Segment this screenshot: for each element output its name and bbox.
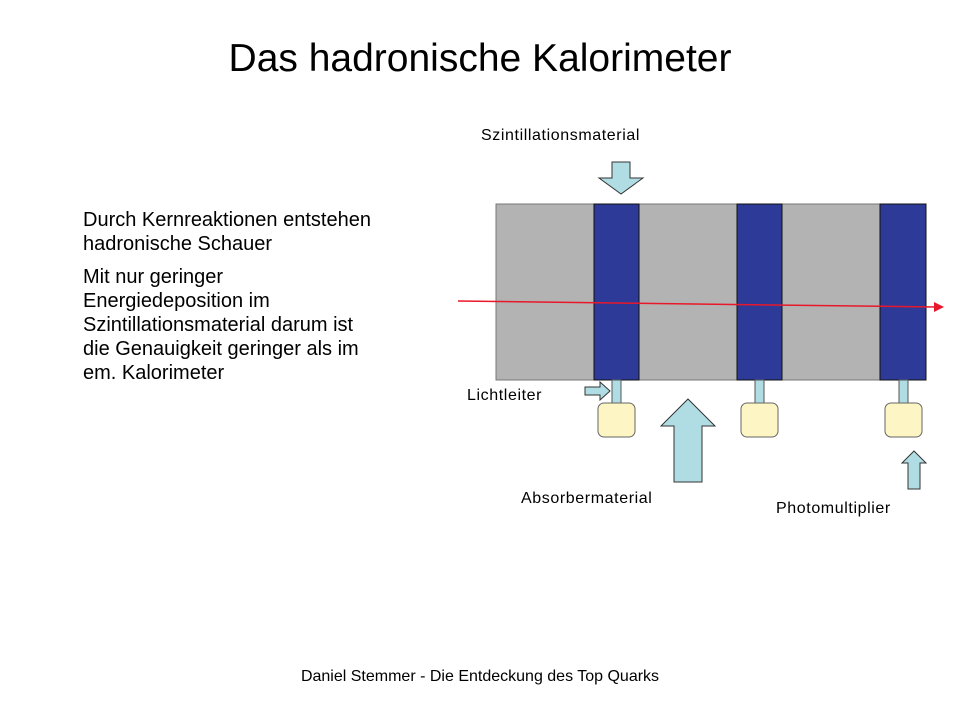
photomultiplier-2 bbox=[741, 403, 778, 437]
slide-title: Das hadronische Kalorimeter bbox=[228, 37, 732, 80]
label-absorber: Absorbermaterial bbox=[521, 490, 653, 507]
footer-text: Daniel Stemmer - Die Entdeckung des Top Quarks bbox=[300, 668, 660, 685]
light-guide-arrow bbox=[585, 382, 610, 400]
scintillator-arrow bbox=[599, 162, 643, 194]
absorber-arrow bbox=[661, 399, 715, 482]
scintillator-layer-2 bbox=[737, 204, 782, 380]
absorber-block-1 bbox=[496, 204, 594, 380]
bullet-text-1: Durch Kernreaktionen entstehen hadronische Schauer bbox=[83, 209, 371, 255]
scintillator-layer-3 bbox=[880, 204, 926, 380]
scintillator-layer-1 bbox=[594, 204, 639, 380]
photomultiplier-1 bbox=[598, 403, 635, 437]
photomultiplier-arrow bbox=[902, 451, 926, 489]
label-photomultiplier: Photomultiplier bbox=[776, 500, 891, 517]
absorber-block-2 bbox=[639, 204, 737, 380]
label-light-guide: Lichtleiter bbox=[467, 387, 543, 404]
light-guide-2 bbox=[755, 380, 764, 404]
label-scintillator: Szintillationsmaterial bbox=[481, 127, 641, 144]
photomultiplier-3 bbox=[885, 403, 922, 437]
light-guide-3 bbox=[899, 380, 908, 404]
particle-track-arrowhead bbox=[934, 302, 944, 312]
light-guide-1 bbox=[612, 380, 621, 404]
bullet-text-2: Mit nur geringer Energiedeposition im Szintillationsmaterial darum ist die Genauigkeit geringer als im em. Kalorimeter bbox=[83, 266, 359, 384]
absorber-block-3 bbox=[782, 204, 880, 380]
